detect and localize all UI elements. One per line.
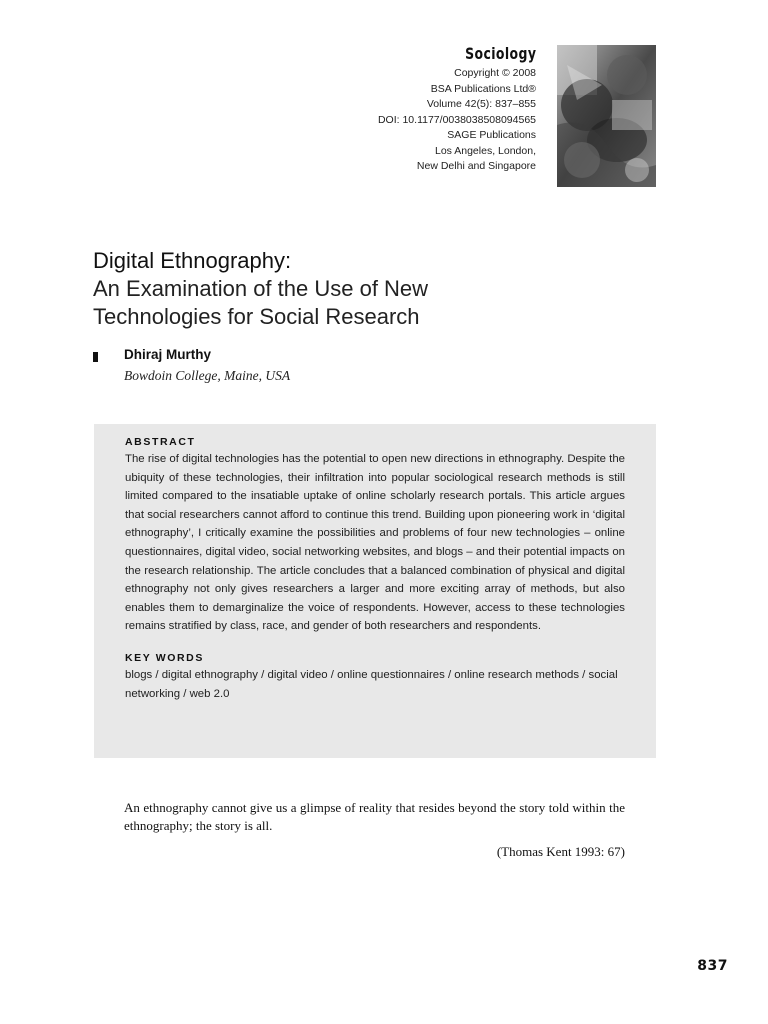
article-subtitle-line: An Examination of the Use of New [93, 276, 429, 301]
journal-info-line: SAGE Publications [447, 129, 536, 141]
keywords-text: blogs / digital ethnography / digital video / online questionnaires / online research methods / social networking / web 2.0 [125, 668, 618, 700]
journal-name: Sociology [464, 44, 536, 63]
epigraph-quote: An ethnography cannot give us a glimpse of reality that resides beyond the story told within the ethnography; the story is all. [124, 800, 625, 833]
page-number: 837 [697, 958, 728, 974]
journal-info-line: DOI: 10.1177/0038038508094565 [377, 113, 536, 126]
journal-info [378, 66, 536, 175]
article-subtitle [93, 275, 428, 331]
journal-info-line: Copyright © 2008 [454, 67, 536, 79]
author-name: Dhiraj Murthy [124, 347, 212, 362]
article-subtitle-line: Technologies for Social Research [93, 304, 420, 329]
abstract-box [94, 424, 656, 758]
abstract-heading: ABSTRACT [125, 436, 196, 448]
epigraph-source: (Thomas Kent 1993: 67) [496, 844, 625, 859]
author-bullet-icon [93, 352, 98, 362]
author-affiliation: Bowdoin College, Maine, USA [124, 368, 291, 383]
journal-info-line: Volume 42(5): 837–855 [426, 98, 536, 110]
article-title: Digital Ethnography: [93, 248, 292, 273]
journal-info-line: BSA Publications Ltd® [430, 82, 536, 95]
journal-info-line: New Delhi and Singapore [416, 160, 536, 172]
abstract-text: The rise of digital technologies has the potential to open new directions in ethnography. Despite the ubiquity of these technologies, their infiltration into popular sociological research methods is still limited compared to the insatiable uptake of online scholarly research portals. This article argues that social researchers cannot afford to continue this trend. Building upon pioneering work in ‘digital ethnography’, I critically examine the possibilities and problems of four new technologies – online questionnaires, digital video, social networking websites, and blogs – and their potential impacts on the research relationship. The article concludes that a balanced combination of physical and digital ethnography not only gives researchers a larger and more exciting array of methods, but also enables them to demarginalize the voice of respondents. However, access to these technologies remains stratified by class, race, and gender of both researchers and respondents. [125, 453, 625, 633]
journal-cover-image [557, 45, 656, 187]
keywords-heading: KEY WORDS [125, 651, 204, 664]
journal-info-line: Los Angeles, London, [434, 144, 536, 157]
